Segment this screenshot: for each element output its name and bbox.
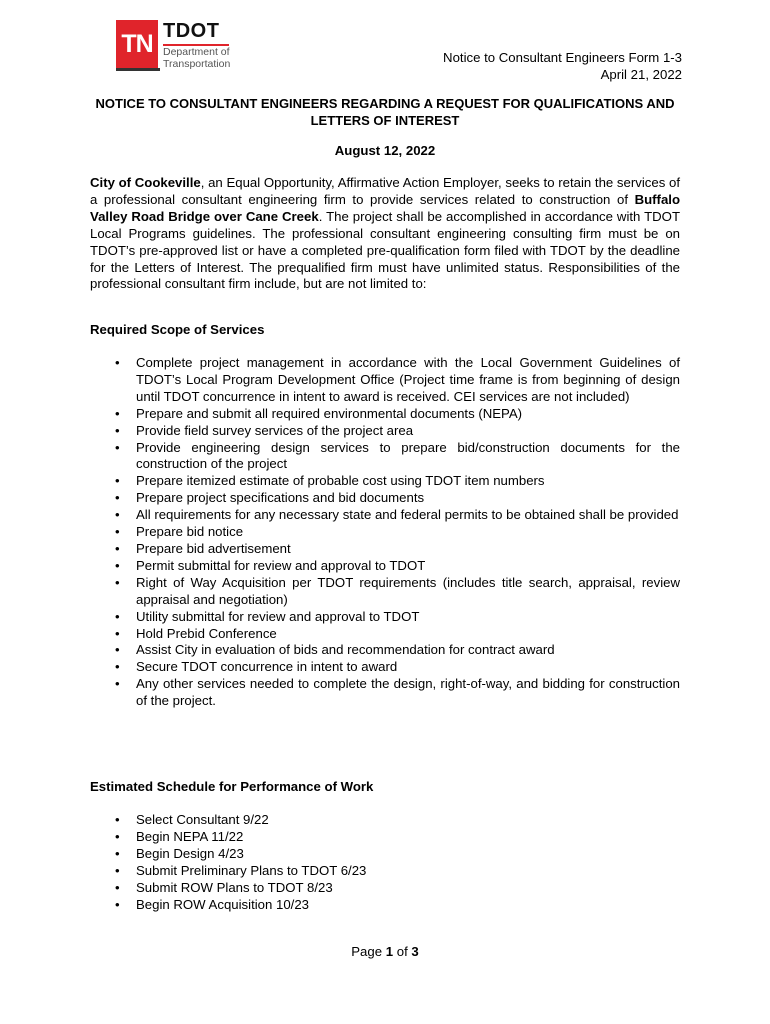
form-reference-title: Notice to Consultant Engineers Form 1-3 <box>443 50 682 65</box>
list-item: • Prepare bid advertisement <box>90 541 680 558</box>
logo-department <box>163 46 230 70</box>
list-item: • Utility submittal for review and approval to TDOT <box>90 609 680 626</box>
list-item: • Prepare itemized estimate of probable cost using TDOT item numbers <box>90 473 680 490</box>
list-item: • Complete project management in accordance with the Local Government Guidelines of TDOT’s Local Program Development Office (Project time frame is from beginning of design until TDOT concurrence in intent to award is received. CEI services are not included) <box>90 355 680 406</box>
form-reference-date: April 21, 2022 <box>600 66 682 82</box>
scope-list <box>90 355 680 710</box>
logo-dept-line2: Transportation <box>163 58 231 70</box>
logo-name: TDOT <box>163 20 220 42</box>
page-total: 3 <box>411 944 419 959</box>
list-item: • Permit submittal for review and approval to TDOT <box>90 558 680 575</box>
page-number <box>0 944 770 959</box>
list-item: • Prepare and submit all required environmental documents (NEPA) <box>90 406 680 423</box>
intro-paragraph <box>90 175 680 293</box>
intro-text-2: . The project shall be accomplished in accordance with TDOT Local Programs guidelines. The professional consultant engineering consulting firm must be on TDOT’s pre-approved list or have a completed pre-qualification form filed with TDOT by the deadline for the Letters of Interest. The prequalified firm must have unlimited status. Responsibilities of the professional consultant firm include, but are not limited to: <box>90 208 680 292</box>
list-item: • Secure TDOT concurrence in intent to award <box>90 659 680 676</box>
notice-date: August 12, 2022 <box>334 143 436 158</box>
schedule-heading: Estimated Schedule for Performance of Work <box>90 779 374 794</box>
list-item: • Hold Prebid Conference <box>90 626 680 643</box>
list-item: • Submit ROW Plans to TDOT 8/23 <box>90 880 680 897</box>
list-item: • Submit Preliminary Plans to TDOT 6/23 <box>90 863 680 880</box>
list-item: • Provide field survey services of the project area <box>90 423 680 440</box>
document-title: NOTICE TO CONSULTANT ENGINEERS REGARDING A REQUEST FOR QUALIFICATIONS AND LETTERS OF INTEREST <box>95 96 675 128</box>
list-item: • Select Consultant 9/22 <box>90 812 680 829</box>
entity-name: City of Cookeville <box>90 175 201 190</box>
list-item: • Prepare project specifications and bid documents <box>90 490 680 507</box>
list-item: • Right of Way Acquisition per TDOT requirements (includes title search, appraisal, review appraisal and negotiation) <box>90 575 680 609</box>
schedule-list <box>90 812 680 913</box>
list-item: • All requirements for any necessary state and federal permits to be obtained shall be provided <box>90 507 680 524</box>
list-item: • Assist City in evaluation of bids and recommendation for contract award <box>90 642 680 659</box>
page-label: Page <box>351 944 383 959</box>
list-item: • Begin NEPA 11/22 <box>90 829 680 846</box>
list-item: • Provide engineering design services to prepare bid/construction documents for the construction of the project <box>90 440 680 474</box>
tdot-logo <box>116 20 246 74</box>
list-item: • Any other services needed to complete the design, right-of-way, and bidding for construction of the project. <box>90 676 680 710</box>
logo-bar <box>116 68 160 71</box>
list-item: • Begin ROW Acquisition 10/23 <box>90 897 680 914</box>
page-of: of <box>396 944 408 959</box>
list-item: • Begin Design 4/23 <box>90 846 680 863</box>
form-reference <box>443 50 682 83</box>
tn-badge: TN <box>116 20 158 68</box>
page-current: 1 <box>385 944 394 959</box>
list-item: • Prepare bid notice <box>90 524 680 541</box>
scope-heading: Required Scope of Services <box>90 322 265 337</box>
intro-text-1: , an Equal Opportunity, Affirmative Action Employer, seeks to retain the services of a professional consultant engineering firm to provide services related to construction of <box>90 175 680 207</box>
logo-dept-line1: Department of <box>163 46 230 58</box>
project-name: Buffalo Valley Road Bridge over Cane Creek <box>90 191 680 224</box>
